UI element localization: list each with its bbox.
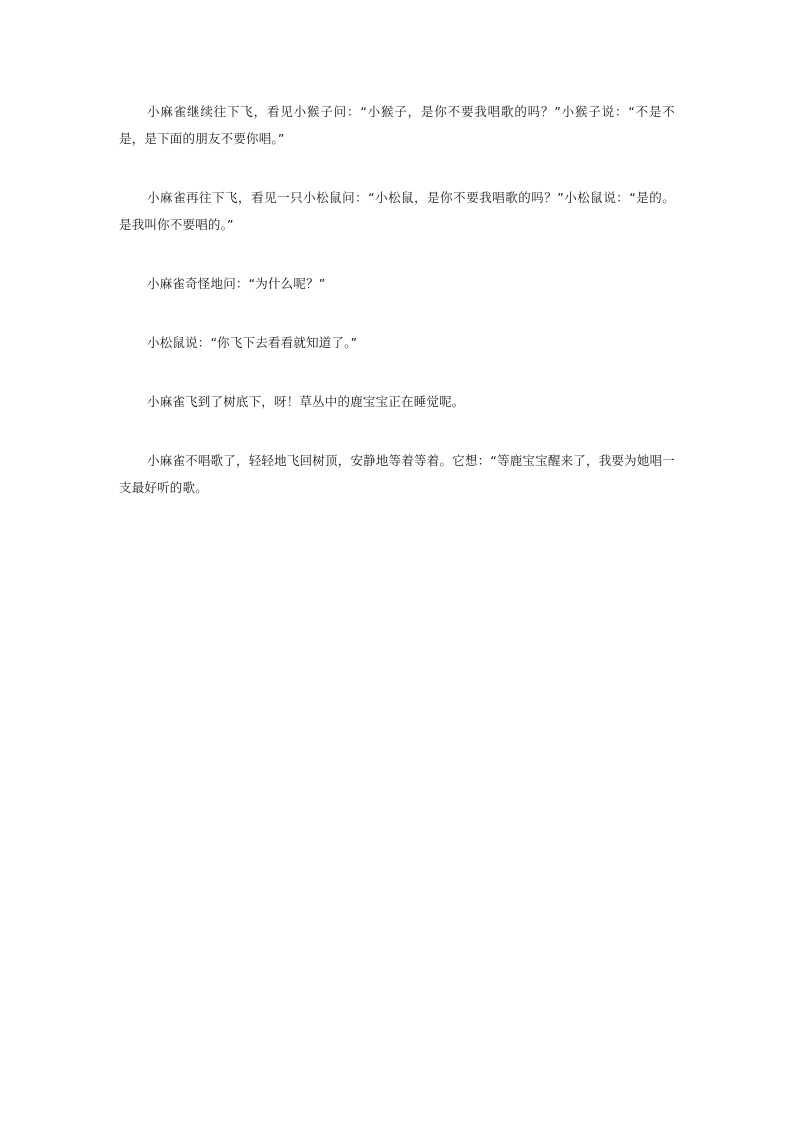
paragraph-6: 小麻雀不唱歌了，轻轻地飞回树顶，安静地等着等着。它想：“等鹿宝宝醒来了，我要为她唱一支最好听的歌。	[119, 453, 675, 495]
paragraph-4: 小松鼠说：“你飞下去看看就知道了。”	[147, 335, 358, 350]
story-text	[119, 98, 675, 533]
paragraph-5: 小麻雀飞到了树底下，呀！草丛中的鹿宝宝正在睡觉呢。	[147, 394, 465, 409]
paragraph-3: 小麻雀奇怪地问：“为什么呢？”	[147, 276, 326, 291]
paragraph-2: 小麻雀再往下飞，看见一只小松鼠问：“小松鼠，是你不要我唱歌的吗？”小松鼠说：“是的。是我叫你不要唱的。”	[119, 190, 675, 232]
paragraph-1: 小麻雀继续往下飞，看见小猴子问：“小猴子，是你不要我唱歌的吗？”小猴子说：“不是不是，是下面的朋友不要你唱。”	[119, 104, 675, 146]
